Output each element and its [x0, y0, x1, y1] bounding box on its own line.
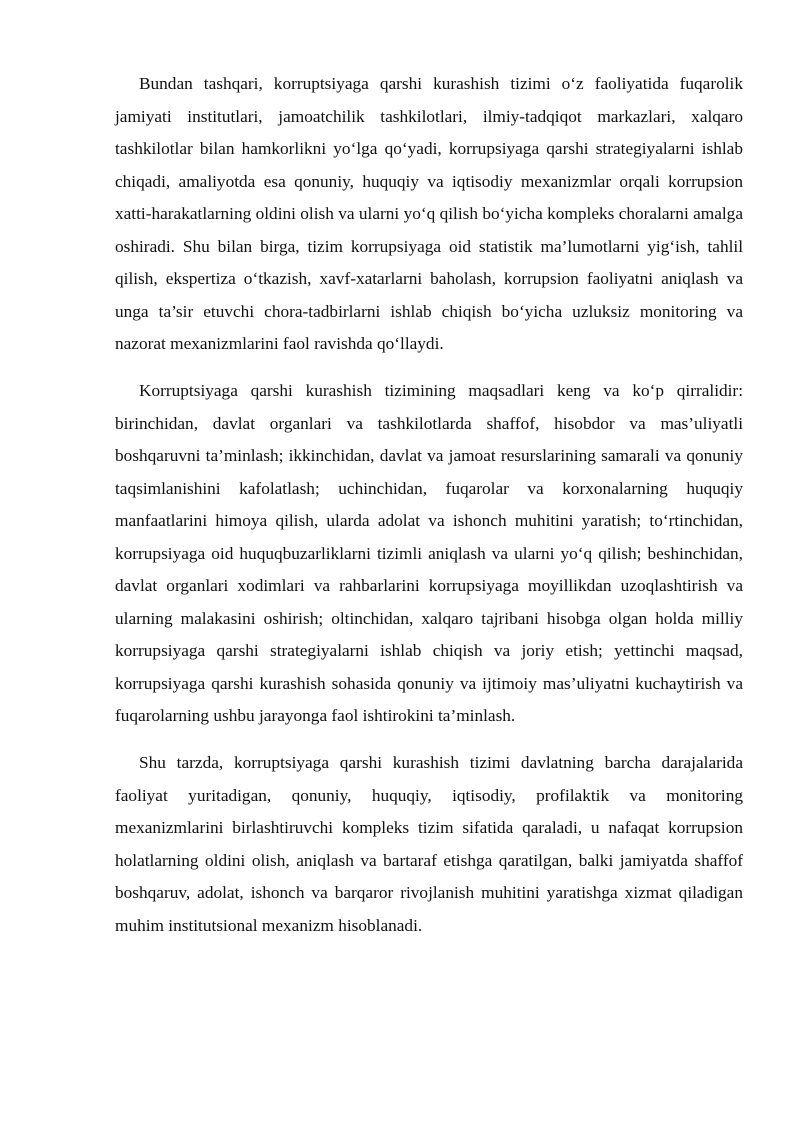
paragraph-conclusion: Shu tarzda, korruptsiyaga qarshi kurashish tizimi davlatning barcha darajalarida faoliyat yuritadigan, qonuniy, huquqiy, iqtisodiy, profilaktik va monitoring mexanizmlarini birlashtiruvchi kompleks tizim sifatida qaraladi, u nafaqat korrupsion holatlarning oldini olish, aniqlash va bartaraf etishga qaratilgan, balki jamiyatda shaffof boshqaruv, adolat, ishonch va barqaror rivojlanish muhitini yaratishga xizmat qiladigan muhim institutsional mexanizm hisoblanadi. — [115, 753, 743, 935]
document-page — [115, 68, 743, 942]
paragraph-cooperation: Bundan tashqari, korruptsiyaga qarshi kurashish tizimi o‘z faoliyatida fuqarolik jamiyati institutlari, jamoatchilik tashkilotlari, ilmiy-tadqiqot markazlari, xalqaro tashkilotlar bilan hamkorlikni yo‘lga qo‘yadi, korrupsiyaga qarshi strategiyalarni ishlab chiqadi, amaliyotda esa qonuniy, huquqiy va iqtisodiy mexanizmlar orqali korrupsion xatti-harakatlarning oldini olish va ularni yo‘q qilish bo‘yicha kompleks choralarni amalga oshiradi. Shu bilan birga, tizim korrupsiyaga oid statistik ma’lumotlarni yig‘ish, tahlil qilish, ekspertiza o‘tkazish, xavf-xatarlarni baholash, korrupsion faoliyatni aniqlash va unga ta’sir etuvchi chora-tadbirlarni ishlab chiqish bo‘yicha uzluksiz monitoring va nazorat mexanizmlarini faol ravishda qo‘llaydi. — [115, 74, 743, 353]
paragraph-goals: Korruptsiyaga qarshi kurashish tizimining maqsadlari keng va ko‘p qirralidir: birinchidan, davlat organlari va tashkilotlarda shaffof, hisobdor va mas’uliyatli boshqaruvni ta’minlash; ikkinchidan, davlat va jamoat resurslarining samarali va qonuniy taqsimlanishini kafolatlash; uchinchidan, fuqarolar va korxonalarning huquqiy manfaatlarini himoya qilish, ularda adolat va ishonch muhitini yaratish; to‘rtinchidan, korrupsiyaga oid huquqbuzarliklarni tizimli aniqlash va ularni yo‘q qilish; beshinchidan, davlat organlari xodimlari va rahbarlarini korrupsiyaga moyillikdan uzoqlashtirish va ularning malakasini oshirish; oltinchidan, xalqaro tajribani hisobga olgan holda milliy korrupsiyaga qarshi strategiyalarni ishlab chiqish va joriy etish; yettinchi maqsad, korrupsiyaga qarshi kurashish sohasida qonuniy va ijtimoiy mas’uliyatni kuchaytirish va fuqarolarning ushbu jarayonga faol ishtirokini ta’minlash. — [115, 381, 743, 725]
